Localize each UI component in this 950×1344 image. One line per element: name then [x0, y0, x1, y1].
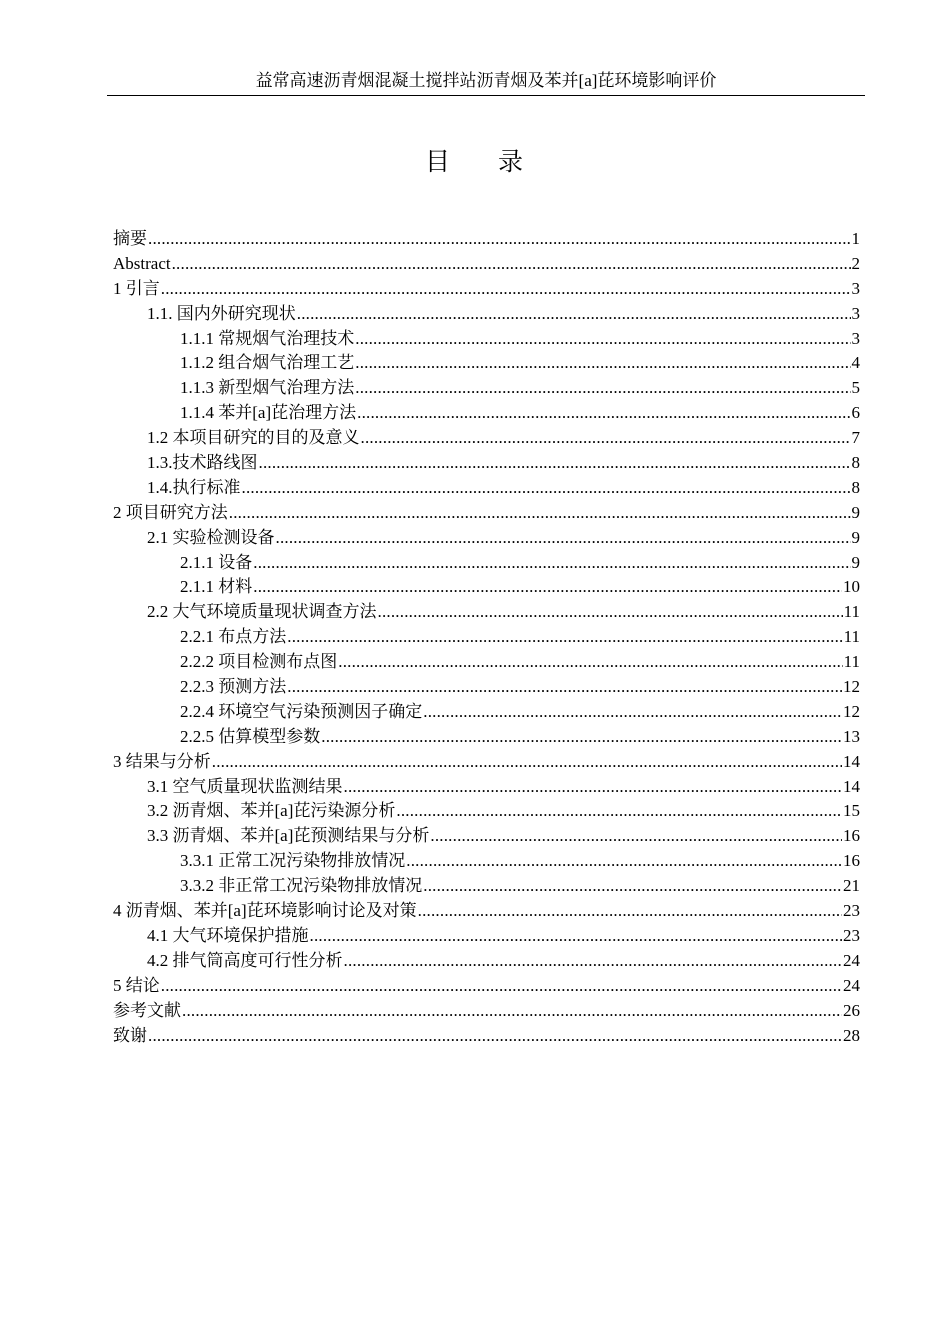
toc-entry-page-number: 28 [843, 1025, 860, 1045]
toc-entry-label: 4.2 排气筒高度可行性分析 [147, 950, 343, 970]
toc-entry-label: 2.2.1 布点方法 [180, 627, 287, 647]
toc-dot-leader [172, 252, 851, 277]
toc-entry-page-number: 10 [843, 577, 860, 597]
toc-entry-page-number: 3 [851, 278, 860, 298]
toc-entry-label: 1 引言 [113, 278, 160, 298]
toc-entry[interactable] [113, 327, 860, 352]
toc-entry[interactable] [113, 551, 860, 576]
toc-entry-page-number: 14 [843, 751, 860, 771]
toc-dot-leader [276, 526, 851, 551]
toc-entry-label: 3.2 沥青烟、苯并[a]芘污染源分析 [147, 801, 396, 821]
toc-entry-label: 2.2.5 估算模型参数 [180, 726, 321, 746]
toc-entry-label: 1.1.1 常规烟气治理技术 [180, 328, 355, 348]
toc-entry-label: 3.3 沥青烟、苯并[a]芘预测结果与分析 [147, 826, 430, 846]
toc-entry-page-number: 3 [851, 328, 860, 348]
toc-entry[interactable] [113, 401, 860, 426]
toc-entry-page-number: 16 [843, 851, 860, 871]
toc-entry[interactable] [113, 451, 860, 476]
toc-entry[interactable] [113, 725, 860, 750]
toc-entry[interactable] [113, 949, 860, 974]
toc-entry-label: 2.2 大气环境质量现状调查方法 [147, 602, 377, 622]
toc-entry-page-number: 11 [843, 602, 860, 622]
toc-entry-label: 3.1 空气质量现状监测结果 [147, 776, 343, 796]
toc-entry-page-number: 8 [851, 453, 860, 473]
toc-entry[interactable] [113, 376, 860, 401]
toc-entry-label: 1.1.4 苯并[a]芘治理方法 [180, 403, 357, 423]
toc-entry-page-number: 15 [843, 801, 860, 821]
toc-entry[interactable] [113, 302, 860, 327]
toc-dot-leader [321, 725, 842, 750]
toc-entry-page-number: 13 [843, 726, 860, 746]
toc-dot-leader [229, 501, 851, 526]
toc-entry-page-number: 8 [851, 477, 860, 497]
toc-entry-page-number: 9 [851, 502, 860, 522]
toc-entry-page-number: 9 [851, 552, 860, 572]
toc-entry[interactable] [113, 426, 860, 451]
toc-entry-page-number: 23 [843, 901, 860, 921]
toc-dot-leader [287, 675, 842, 700]
toc-entry-page-number: 21 [843, 876, 860, 896]
toc-dot-leader [378, 600, 843, 625]
toc-entry-page-number: 23 [843, 925, 860, 945]
toc-dot-leader [148, 1024, 842, 1049]
toc-entry[interactable] [113, 924, 860, 949]
toc-entry-page-number: 24 [843, 975, 860, 995]
toc-entry-label: 2.1.1 设备 [180, 552, 253, 572]
toc-entry-page-number: 24 [843, 950, 860, 970]
toc-dot-leader [406, 849, 842, 874]
toc-dot-leader [355, 376, 850, 401]
toc-dot-leader [259, 451, 851, 476]
toc-entry-label: 4.1 大气环境保护措施 [147, 925, 309, 945]
toc-entry-label: 3.3.1 正常工况污染物排放情况 [180, 851, 406, 871]
toc-entry-label: 1.1. 国内外研究现状 [147, 303, 296, 323]
toc-dot-leader [287, 625, 842, 650]
toc-entry[interactable] [113, 799, 860, 824]
toc-entry-page-number: 3 [851, 303, 860, 323]
toc-dot-leader [357, 401, 850, 426]
toc-dot-leader [148, 227, 851, 252]
toc-entry[interactable] [113, 575, 860, 600]
toc-dot-leader [418, 899, 842, 924]
toc-entry[interactable] [113, 775, 860, 800]
toc-entry-page-number: 12 [843, 677, 860, 697]
toc-entry-label: 2.2.2 项目检测布点图 [180, 652, 338, 672]
toc-entry-page-number: 12 [843, 701, 860, 721]
toc-entry[interactable] [113, 700, 860, 725]
toc-entry-label: 1.2 本项目研究的目的及意义 [147, 428, 360, 448]
toc-entry-label: 5 结论 [113, 975, 160, 995]
toc-entry-label: 2.2.3 预测方法 [180, 677, 287, 697]
toc-entry[interactable] [113, 750, 860, 775]
toc-dot-leader [423, 874, 842, 899]
toc-entry-label: 2.1 实验检测设备 [147, 527, 275, 547]
toc-dot-leader [355, 351, 850, 376]
toc-entry-page-number: 9 [851, 527, 860, 547]
toc-entry-page-number: 5 [851, 378, 860, 398]
table-of-contents [113, 227, 860, 1048]
toc-entry-label: 摘要 [113, 229, 147, 248]
toc-entry-label: 4 沥青烟、苯并[a]芘环境影响讨论及对策 [113, 901, 417, 921]
toc-entry-page-number: 1 [851, 229, 860, 248]
toc-entry[interactable] [113, 351, 860, 376]
toc-entry-page-number: 4 [851, 353, 860, 373]
toc-entry-page-number: 14 [843, 776, 860, 796]
toc-dot-leader [396, 799, 842, 824]
toc-entry-label: 1.4.执行标准 [147, 477, 241, 497]
toc-dot-leader [182, 999, 842, 1024]
toc-entry[interactable] [113, 526, 860, 551]
toc-dot-leader [344, 775, 843, 800]
toc-entry[interactable] [113, 650, 860, 675]
toc-entry[interactable] [113, 999, 860, 1024]
header-divider [107, 95, 865, 96]
toc-entry-label: 致谢 [113, 1025, 147, 1045]
toc-dot-leader [161, 277, 851, 302]
toc-dot-leader [297, 302, 851, 327]
toc-dot-leader [344, 949, 843, 974]
toc-entry-label: 3 结果与分析 [113, 751, 211, 771]
toc-title-left: 目 [424, 149, 452, 176]
running-header: 益常高速沥青烟混凝土搅拌站沥青烟及苯并[a]芘环境影响评价 [255, 71, 717, 90]
toc-entry[interactable] [113, 600, 860, 625]
toc-entry-label: 2.1.1 材料 [180, 577, 253, 597]
toc-dot-leader [253, 551, 850, 576]
toc-dot-leader [242, 476, 851, 501]
toc-dot-leader [253, 575, 842, 600]
toc-dot-leader [161, 974, 842, 999]
toc-dot-leader [310, 924, 843, 949]
toc-entry-label: 1.1.3 新型烟气治理方法 [180, 378, 355, 398]
toc-entry[interactable] [113, 227, 860, 252]
toc-dot-leader [423, 700, 842, 725]
toc-title-right: 录 [498, 149, 526, 176]
toc-entry[interactable] [113, 874, 860, 899]
toc-entry-label: 2.2.4 环境空气污染预测因子确定 [180, 701, 423, 721]
toc-entry[interactable] [113, 1024, 860, 1049]
toc-entry-page-number: 26 [843, 1000, 860, 1020]
toc-dot-leader [355, 327, 850, 352]
toc-dot-leader [361, 426, 851, 451]
toc-entry-label: Abstract [113, 253, 171, 273]
toc-entry[interactable] [113, 501, 860, 526]
toc-entry[interactable] [113, 675, 860, 700]
toc-dot-leader [212, 750, 842, 775]
toc-entry[interactable] [113, 849, 860, 874]
toc-entry-page-number: 11 [843, 627, 860, 647]
toc-entry[interactable] [113, 824, 860, 849]
toc-entry-page-number: 11 [843, 652, 860, 672]
toc-dot-leader [430, 824, 842, 849]
toc-entry-page-number: 2 [851, 253, 860, 273]
toc-title [0, 148, 950, 178]
toc-entry-label: 2 项目研究方法 [113, 502, 228, 522]
toc-entry-page-number: 6 [851, 403, 860, 423]
toc-entry-page-number: 7 [851, 428, 860, 448]
toc-entry-label: 参考文献 [113, 1000, 181, 1020]
toc-entry-page-number: 16 [843, 826, 860, 846]
toc-entry-label: 1.3.技术路线图 [147, 453, 258, 473]
toc-entry[interactable] [113, 899, 860, 924]
toc-entry[interactable] [113, 974, 860, 999]
toc-entry[interactable] [113, 277, 860, 302]
toc-entry[interactable] [113, 476, 860, 501]
toc-entry-label: 1.1.2 组合烟气治理工艺 [180, 353, 355, 373]
toc-entry-label: 3.3.2 非正常工况污染物排放情况 [180, 876, 423, 896]
toc-entry[interactable] [113, 625, 860, 650]
toc-dot-leader [338, 650, 842, 675]
toc-entry[interactable] [113, 252, 860, 277]
